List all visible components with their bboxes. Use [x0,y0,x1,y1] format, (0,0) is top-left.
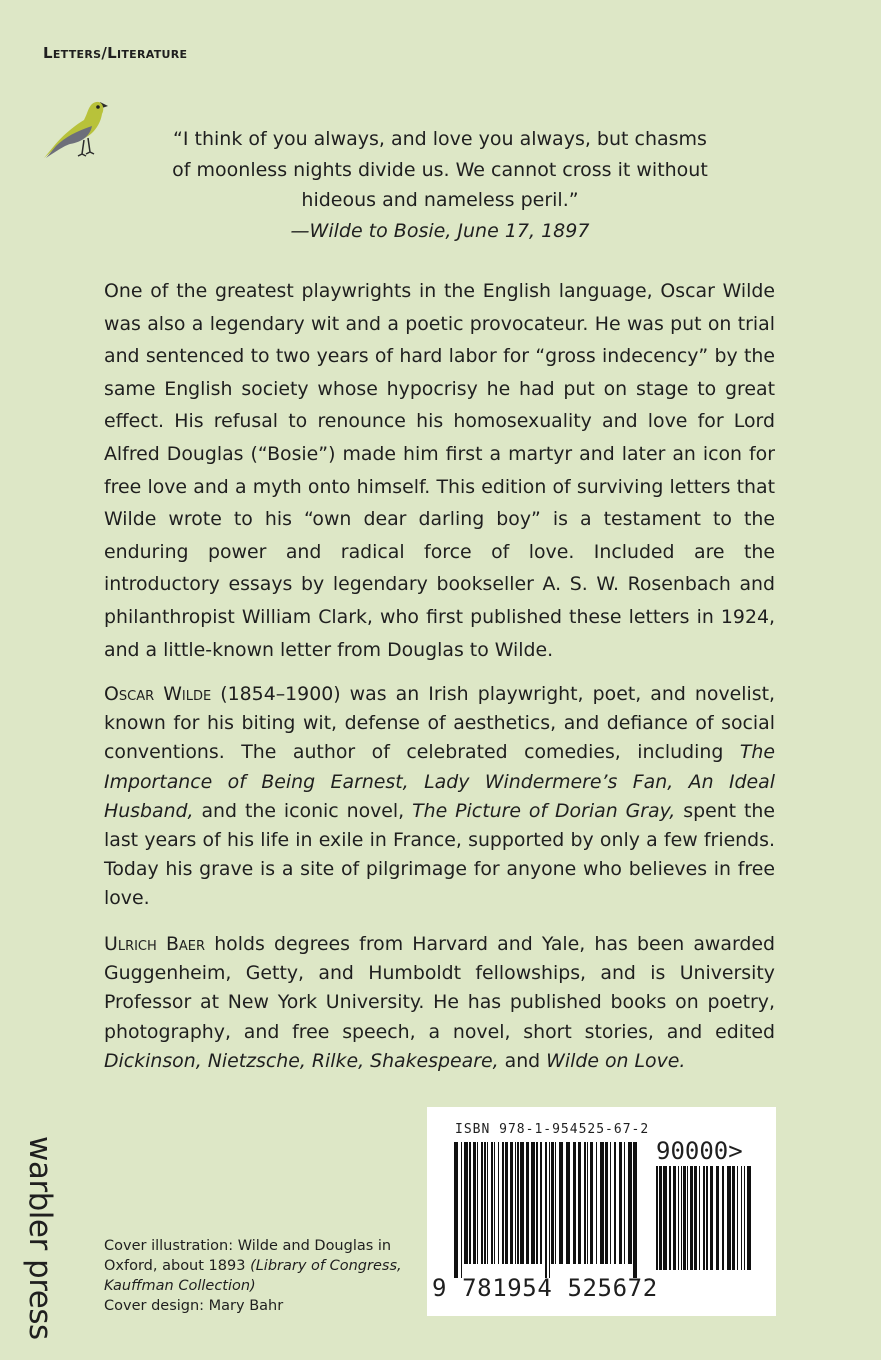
barcode-bar [747,1166,751,1270]
barcode-bar [706,1166,708,1270]
epigraph-attribution: —Wilde to Bosie, June 17, 1897 [290,219,590,242]
barcode-bar [619,1142,622,1264]
ean-barcode [454,1142,639,1278]
cover-credits [104,1236,414,1316]
barcode-bar [584,1142,586,1264]
author-bio-text: (1854–1900) was an Irish playwright, poet, and novelist, known for his biting wit, defense of aesthetics, and defiance of social conventions. The author of celebrated comedies, including [104,683,776,764]
isbn-digits: 9 781954 525672 [432,1274,658,1302]
barcode-bar [454,1142,458,1278]
barcode-bar [461,1142,462,1278]
barcode-bar [464,1142,468,1264]
barcode-bar [573,1142,576,1264]
barcode-bar [699,1166,700,1270]
epigraph-line: of moonless nights divide us. We cannot cross it without [172,158,708,181]
barcode-bar [744,1166,745,1270]
editor-name: Ulrich Baer [104,933,206,955]
barcode-bar [710,1166,713,1270]
author-works: The Importance of Being Earnest, Lady Windermere’s Fan, An Ideal Husband, [104,741,775,822]
barcode-bar [469,1142,471,1264]
author-bio [104,680,775,914]
editor-bio-text: and [498,1049,547,1072]
barcode-bar [481,1142,483,1264]
barcode-bar [517,1142,519,1264]
barcode-bar [683,1166,686,1270]
barcode-bar [687,1166,688,1270]
barcode-bar [737,1166,738,1270]
barcode-bar [551,1142,554,1264]
barcode-bar [624,1142,625,1264]
barcode-bar [487,1142,488,1264]
barcode-bar [590,1142,593,1264]
barcode-bar [716,1166,719,1270]
author-novel: The Picture of Dorian Gray, [412,799,676,822]
barcode-bar [505,1142,508,1264]
isbn-label: ISBN 978-1-954525-67-2 [455,1122,650,1137]
barcode-bar [703,1166,705,1270]
barcode-bar [694,1166,697,1270]
barcode-bar [549,1142,550,1278]
barcode-bar [491,1142,493,1264]
barcode-bar [722,1166,724,1270]
barcode-bar [520,1142,524,1264]
barcode-bar [605,1142,608,1264]
barcode-bar [477,1142,478,1264]
editor-bio-text: holds degrees from Harvard and Yale, has been awarded Guggenheim, Getty, and Humboldt fellowships, and is University Professor at New York University. He has published books on poetry, photography, and free speech, a novel, short stories, and edited [104,933,775,1043]
barcode-bar [510,1142,513,1264]
epigraph [150,124,730,246]
barcode-bar [656,1166,658,1270]
author-bio-text: and the iconic novel, [193,799,413,822]
barcode-bar [540,1142,542,1264]
barcode-bar [545,1142,547,1278]
barcode-bar [502,1142,504,1264]
barcode-bar [628,1142,632,1264]
editor-bio [104,930,775,1076]
barcode-bar [536,1142,538,1264]
barcode-bar [659,1166,662,1270]
barcode-bar [555,1142,556,1264]
barcode-bar [600,1142,604,1264]
barcode-bar [669,1166,671,1270]
barcode-bar [610,1142,611,1264]
barcode-bar [498,1142,499,1264]
epigraph-line: hideous and nameless peril.” [301,189,579,211]
barcode-bar [526,1142,529,1264]
barcode-bar [678,1166,679,1270]
barcode-bar [614,1142,616,1264]
barcode-bar [494,1142,495,1264]
barcode-bar [566,1142,570,1264]
epigraph-line: “I think of you always, and love you always, but chasms [173,128,707,150]
editor-last-title: Wilde on Love. [546,1049,686,1072]
barcode-bar [559,1142,563,1264]
barcode-bar [484,1142,486,1264]
barcode-bar [663,1166,667,1270]
barcode-bar [531,1142,535,1264]
editor-titles: Dickinson, Nietzsche, Rilke, Shakespeare, [104,1049,499,1072]
barcode-bar [741,1166,742,1270]
warbler-bird-icon [40,96,114,166]
barcode-bar [596,1142,597,1264]
illustration-source: (Library of Congress, Kauffman Collection) [104,1258,402,1294]
barcode-bar [681,1166,682,1270]
author-bio-text: spent the last years of his life in exile in France, supported by only a few friends. Today his grave is a site of pilgrimage for anyone who believes in free love. [104,799,775,910]
barcode-bar [690,1166,693,1270]
design-credit: Cover design: Mary Bahr [104,1298,284,1314]
barcode-bar [633,1142,637,1278]
barcode-bar [732,1166,735,1270]
barcode-bar [515,1142,516,1264]
publisher-logo: warbler press [22,1136,58,1340]
illustration-credit: Cover illustration: Wilde and Douglas in Oxford, about 1893 [104,1238,392,1274]
author-name: Oscar Wilde [104,683,212,705]
book-description: One of the greatest playwrights in the English language, Oscar Wilde was also a legendary wit and a poetic provocateur. He was put on trial and sentenced to two years of hard labor for “gross indecency” by the same English society whose hypocrisy he had put on stage to great effect. His refusal to renounce his homosexuality and love for Lord Alfred Douglas (“Bosie”) made him first a martyr and later an icon for free love and a myth onto himself. This edition of surviving letters that Wilde wrote to his “own dear darling boy” is a testament to the enduring power and radical force of love. Included are the introductory essays by legendary bookseller A. S. W. Rosenbach and philanthropist William Clark, who first published these letters in 1924, and a little-known letter from Douglas to Wilde. [104,280,775,661]
barcode-bar [473,1142,476,1264]
barcode-bar [578,1142,581,1264]
category-label: Letters/Literature [43,44,188,62]
price-barcode [656,1166,752,1284]
price-code: 90000> [656,1137,743,1165]
barcode-bar [587,1142,588,1264]
barcode-bar [727,1166,731,1270]
barcode-bar [673,1166,676,1270]
